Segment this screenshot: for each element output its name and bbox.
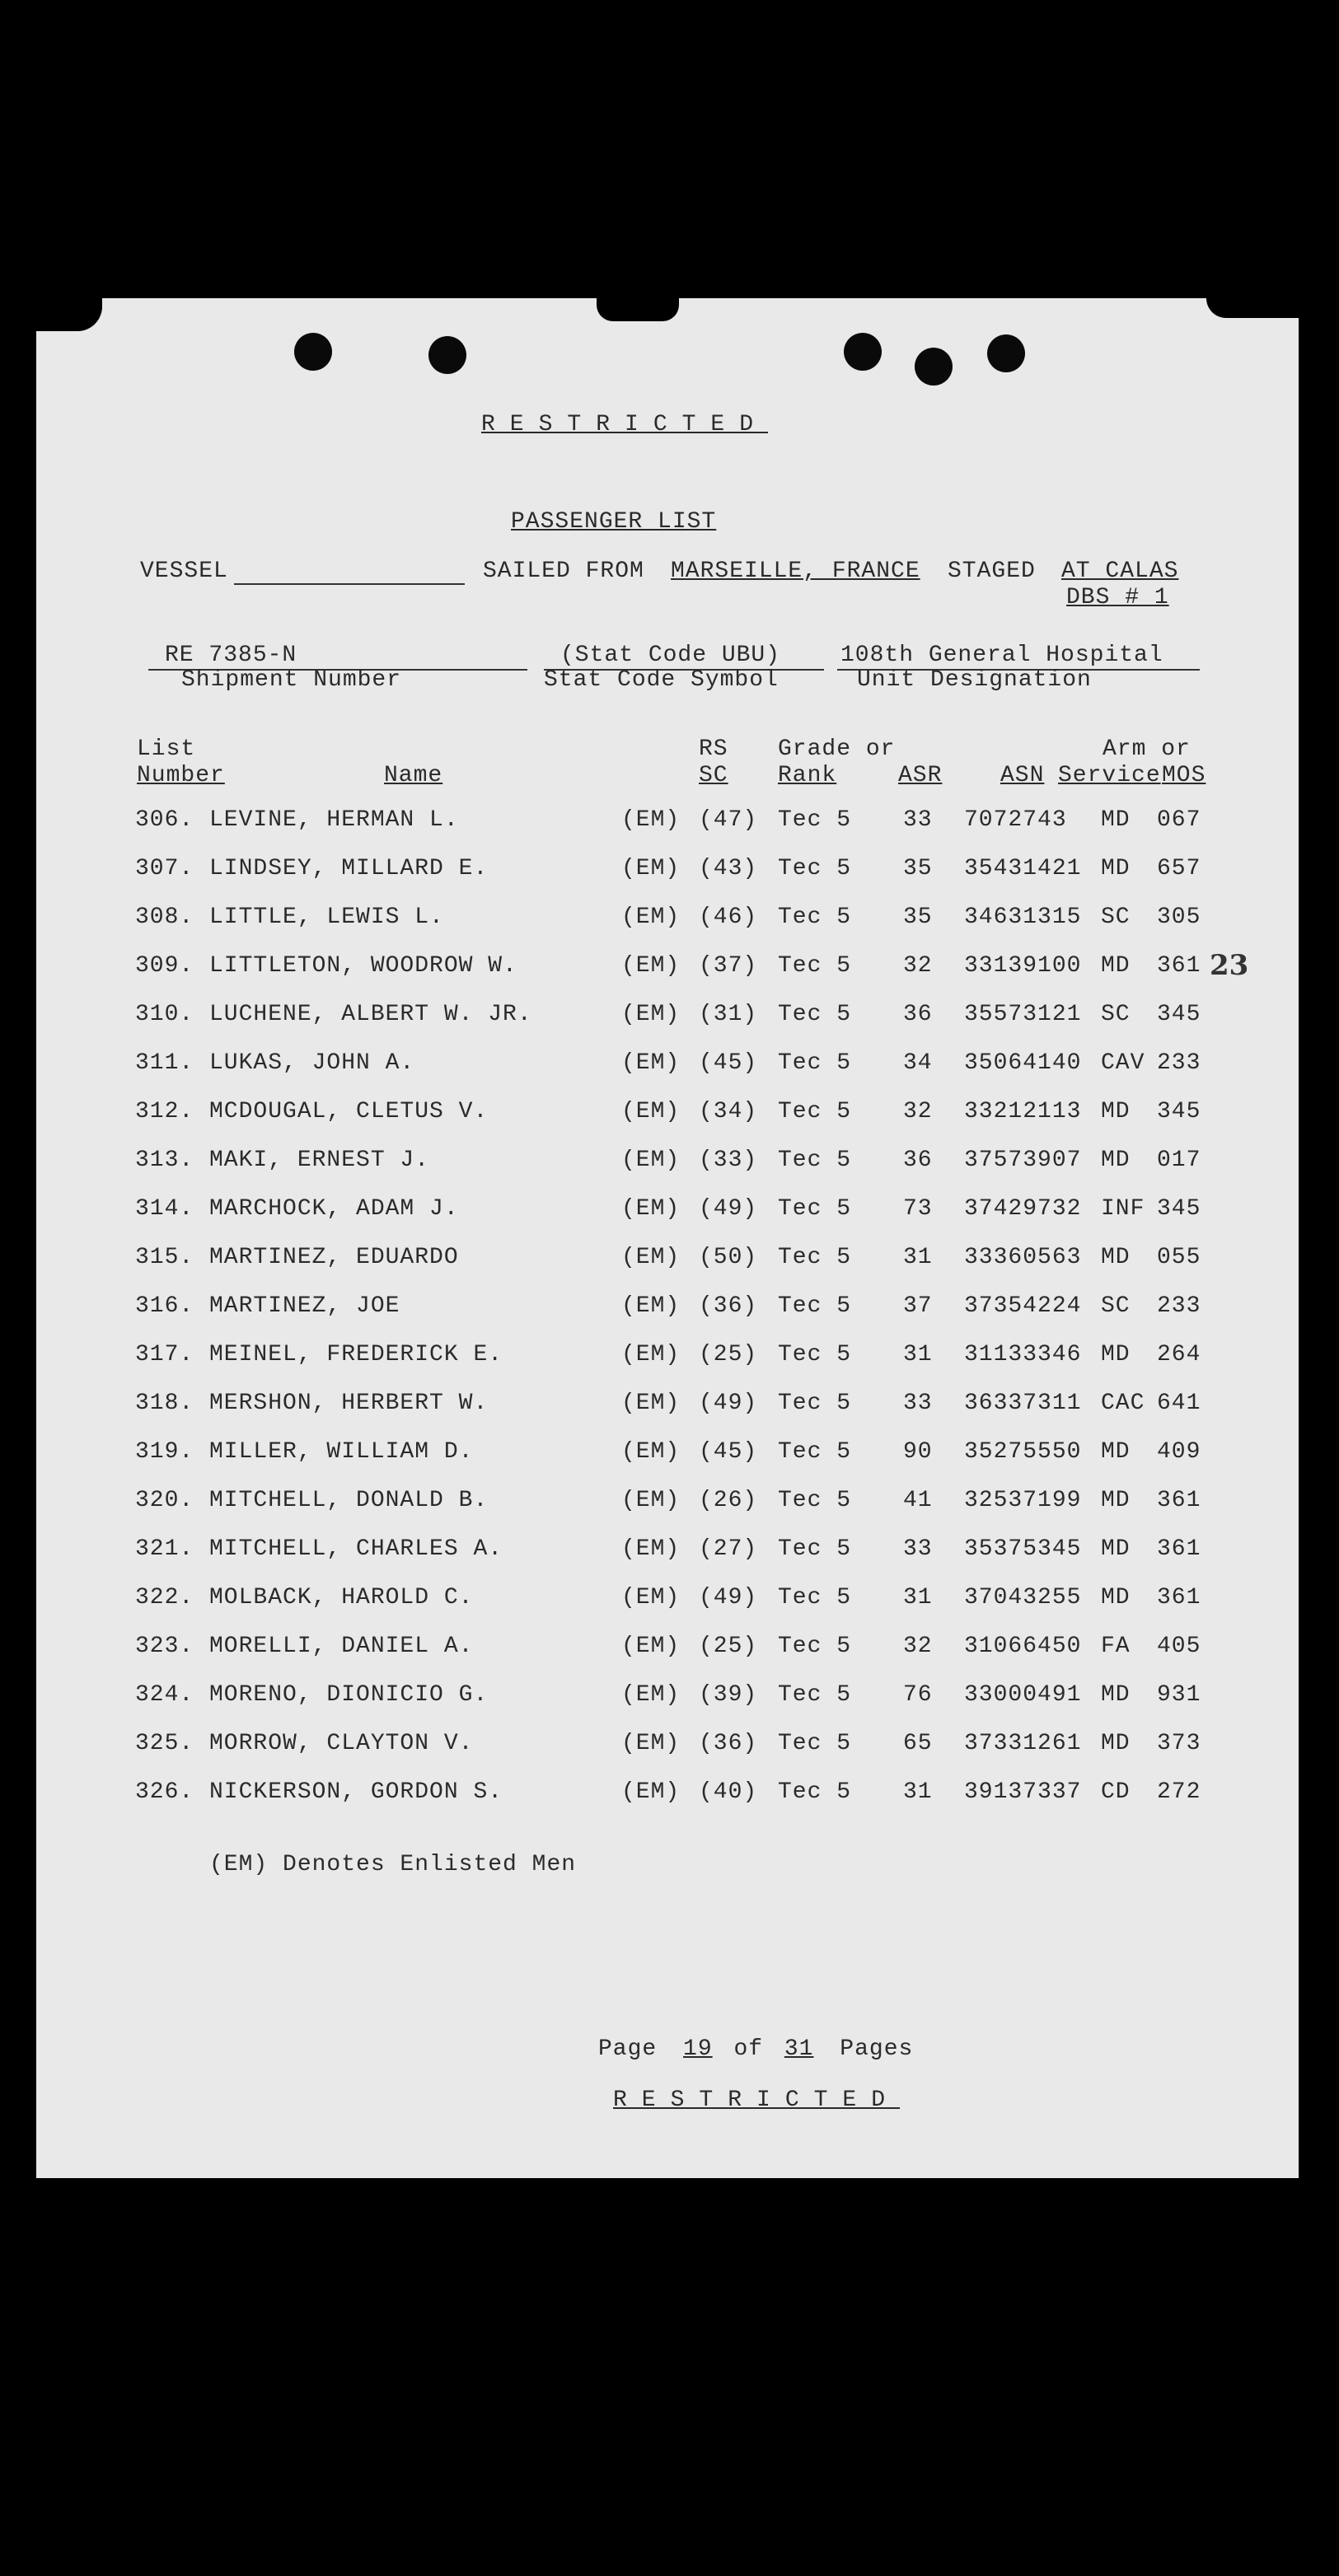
page-indicator: [598, 2036, 913, 2062]
cell-name: MEINEL, FREDERICK E.: [209, 1342, 503, 1367]
cell-name: NICKERSON, GORDON S.: [209, 1779, 503, 1805]
cell-grade: Tec 5: [778, 1050, 852, 1076]
cell-arm: MD: [1101, 1585, 1131, 1611]
cell-mos: 641: [1157, 1391, 1201, 1416]
cell-asr: 33: [903, 1391, 933, 1416]
cell-arm: MD: [1101, 856, 1131, 881]
cell-asr: 35: [903, 905, 933, 930]
punch-hole: [294, 333, 332, 371]
cell-grade: Tec 5: [778, 1682, 852, 1708]
cell-name: MCDOUGAL, CLETUS V.: [209, 1099, 489, 1124]
cell-mos: 067: [1157, 807, 1201, 833]
cell-grade: Tec 5: [778, 1196, 852, 1222]
col-asn: ASN: [1000, 763, 1045, 788]
cell-name: MARTINEZ, JOE: [209, 1293, 400, 1319]
cell-grade: Tec 5: [778, 953, 852, 979]
cell-arm: MD: [1101, 1342, 1131, 1367]
cell-arm: INF: [1101, 1196, 1145, 1222]
cell-num: 319.: [135, 1439, 194, 1465]
cell-mos: 409: [1157, 1439, 1201, 1465]
cell-sc: (43): [699, 856, 758, 881]
cell-asn: 37573907: [964, 1148, 1082, 1173]
table-row: [0, 1439, 1339, 1472]
table-row: [0, 1634, 1339, 1667]
table-row: [0, 1099, 1339, 1132]
cell-asr: 37: [903, 1293, 933, 1319]
cell-rs: (EM): [621, 1682, 681, 1708]
sailed-from-label: SAILED FROM: [483, 559, 644, 584]
cell-arm: MD: [1101, 1488, 1131, 1513]
punch-hole: [428, 336, 466, 374]
punch-hole: [987, 334, 1025, 372]
cell-num: 317.: [135, 1342, 194, 1367]
cell-grade: Tec 5: [778, 1148, 852, 1173]
col-arm-line1: Arm or: [1103, 736, 1191, 762]
table-row: [0, 1488, 1339, 1521]
table-row: [0, 1002, 1339, 1035]
cell-sc: (37): [699, 953, 758, 979]
cell-mos: 361: [1157, 953, 1201, 979]
col-rs-line2: SC: [699, 763, 728, 788]
torn-edge: [1206, 298, 1299, 318]
cell-asn: 35064140: [964, 1050, 1082, 1076]
cell-asn: 33139100: [964, 953, 1082, 979]
punch-hole: [844, 333, 882, 371]
cell-mos: 305: [1157, 905, 1201, 930]
cell-mos: 373: [1157, 1731, 1201, 1756]
cell-arm: SC: [1101, 1002, 1131, 1027]
cell-num: 323.: [135, 1634, 194, 1659]
cell-mos: 345: [1157, 1196, 1201, 1222]
passenger-table: [0, 807, 1339, 1829]
cell-rs: (EM): [621, 1391, 681, 1416]
cell-arm: CAV: [1101, 1050, 1145, 1076]
cell-asr: 31: [903, 1585, 933, 1611]
table-row: [0, 856, 1339, 889]
col-rs-line1: RS: [699, 736, 728, 762]
cell-rs: (EM): [621, 1536, 681, 1562]
cell-asn: 32537199: [964, 1488, 1082, 1513]
cell-rs: (EM): [621, 1293, 681, 1319]
cell-arm: MD: [1101, 1682, 1131, 1708]
table-row: [0, 1342, 1339, 1375]
cell-arm: SC: [1101, 905, 1131, 930]
cell-mos: 361: [1157, 1536, 1201, 1562]
cell-asn: 37429732: [964, 1196, 1082, 1222]
cell-name: MITCHELL, DONALD B.: [209, 1488, 489, 1513]
shipment-number-label: Shipment Number: [181, 667, 402, 693]
cell-sc: (26): [699, 1488, 758, 1513]
cell-name: MERSHON, HERBERT W.: [209, 1391, 489, 1416]
cell-rs: (EM): [621, 1731, 681, 1756]
cell-rs: (EM): [621, 1779, 681, 1805]
cell-arm: MD: [1101, 1148, 1131, 1173]
cell-asn: 39137337: [964, 1779, 1082, 1805]
cell-sc: (40): [699, 1779, 758, 1805]
cell-mos: 657: [1157, 856, 1201, 881]
col-name: Name: [384, 763, 443, 788]
cell-arm: CD: [1101, 1779, 1131, 1805]
cell-asn: 35573121: [964, 1002, 1082, 1027]
table-row: [0, 1682, 1339, 1715]
cell-sc: (25): [699, 1342, 758, 1367]
dbs-number: DBS # 1: [1066, 585, 1169, 610]
cell-num: 312.: [135, 1099, 194, 1124]
col-list-line1: List: [137, 736, 196, 762]
restricted-heading: RESTRICTED: [481, 412, 769, 437]
cell-asr: 33: [903, 807, 933, 833]
cell-asr: 31: [903, 1245, 933, 1270]
cell-rs: (EM): [621, 1634, 681, 1659]
cell-mos: 361: [1157, 1488, 1201, 1513]
cell-name: LITTLE, LEWIS L.: [209, 905, 444, 930]
table-row: [0, 1245, 1339, 1278]
cell-name: LUKAS, JOHN A.: [209, 1050, 415, 1076]
table-row: [0, 1731, 1339, 1764]
cell-sc: (39): [699, 1682, 758, 1708]
unit-designation: 108th General Hospital: [840, 643, 1163, 668]
cell-asn: 33360563: [964, 1245, 1082, 1270]
cell-sc: (31): [699, 1002, 758, 1027]
cell-sc: (50): [699, 1245, 758, 1270]
shipment-number: RE 7385-N: [165, 643, 297, 668]
cell-sc: (25): [699, 1634, 758, 1659]
page-total: 31: [784, 2036, 814, 2062]
cell-rs: (EM): [621, 1245, 681, 1270]
cell-rs: (EM): [621, 1050, 681, 1076]
cell-sc: (36): [699, 1293, 758, 1319]
cell-num: 324.: [135, 1682, 194, 1708]
cell-grade: Tec 5: [778, 1779, 852, 1805]
cell-sc: (47): [699, 807, 758, 833]
cell-name: MAKI, ERNEST J.: [209, 1148, 430, 1173]
cell-rs: (EM): [621, 1148, 681, 1173]
cell-mos: 931: [1157, 1682, 1201, 1708]
cell-grade: Tec 5: [778, 1293, 852, 1319]
cell-name: LUCHENE, ALBERT W. JR.: [209, 1002, 532, 1027]
cell-sc: (45): [699, 1439, 758, 1465]
restricted-footer: RESTRICTED: [613, 2087, 901, 2113]
col-grade-line2: Rank: [778, 763, 837, 788]
cell-grade: Tec 5: [778, 1439, 852, 1465]
stat-code-label: Stat Code Symbol: [544, 667, 779, 693]
cell-sc: (33): [699, 1148, 758, 1173]
cell-rs: (EM): [621, 905, 681, 930]
cell-grade: Tec 5: [778, 856, 852, 881]
pages-label: Pages: [840, 2036, 914, 2062]
cell-arm: FA: [1101, 1634, 1131, 1659]
cell-rs: (EM): [621, 1002, 681, 1027]
cell-asr: 36: [903, 1002, 933, 1027]
cell-rs: (EM): [621, 856, 681, 881]
cell-sc: (36): [699, 1731, 758, 1756]
col-grade-line1: Grade or: [778, 736, 896, 762]
cell-asn: 37043255: [964, 1585, 1082, 1611]
cell-mos: 345: [1157, 1099, 1201, 1124]
cell-num: 311.: [135, 1050, 194, 1076]
cell-arm: MD: [1101, 1536, 1131, 1562]
cell-num: 322.: [135, 1585, 194, 1611]
cell-mos: 405: [1157, 1634, 1201, 1659]
cell-sc: (49): [699, 1585, 758, 1611]
cell-num: 309.: [135, 953, 194, 979]
cell-asn: 36337311: [964, 1391, 1082, 1416]
document-title: PASSENGER LIST: [511, 509, 717, 535]
col-mos: MOS: [1162, 763, 1206, 788]
cell-num: 316.: [135, 1293, 194, 1319]
cell-mos: 017: [1157, 1148, 1201, 1173]
cell-name: MORELLI, DANIEL A.: [209, 1634, 474, 1659]
cell-name: LINDSEY, MILLARD E.: [209, 856, 489, 881]
vessel-label: VESSEL: [140, 559, 228, 584]
cell-name: MITCHELL, CHARLES A.: [209, 1536, 503, 1562]
cell-sc: (46): [699, 905, 758, 930]
cell-asn: 33212113: [964, 1099, 1082, 1124]
footnote: (EM) Denotes Enlisted Men: [209, 1852, 577, 1877]
cell-asn: 37354224: [964, 1293, 1082, 1319]
cell-mos: 264: [1157, 1342, 1201, 1367]
cell-num: 307.: [135, 856, 194, 881]
cell-num: 310.: [135, 1002, 194, 1027]
col-rs-sc: [699, 736, 728, 789]
cell-num: 325.: [135, 1731, 194, 1756]
cell-name: LEVINE, HERMAN L.: [209, 807, 459, 833]
staged-value: AT CALAS: [1061, 559, 1179, 584]
cell-name: MARCHOCK, ADAM J.: [209, 1196, 459, 1222]
cell-grade: Tec 5: [778, 1002, 852, 1027]
cell-sc: (34): [699, 1099, 758, 1124]
cell-name: MORENO, DIONICIO G.: [209, 1682, 489, 1708]
punch-hole: [915, 348, 953, 386]
cell-mos: 272: [1157, 1779, 1201, 1805]
cell-num: 318.: [135, 1391, 194, 1416]
cell-rs: (EM): [621, 1439, 681, 1465]
cell-sc: (49): [699, 1196, 758, 1222]
cell-num: 326.: [135, 1779, 194, 1805]
cell-mos: 055: [1157, 1245, 1201, 1270]
table-row: [0, 1391, 1339, 1424]
cell-num: 321.: [135, 1536, 194, 1562]
cell-rs: (EM): [621, 1342, 681, 1367]
cell-mos: 345: [1157, 1002, 1201, 1027]
cell-rs: (EM): [621, 1099, 681, 1124]
cell-asn: 35431421: [964, 856, 1082, 881]
table-row: [0, 1050, 1339, 1083]
cell-grade: Tec 5: [778, 1099, 852, 1124]
cell-name: LITTLETON, WOODROW W.: [209, 953, 517, 979]
cell-num: 315.: [135, 1245, 194, 1270]
cell-arm: MD: [1101, 1731, 1131, 1756]
cell-asn: 31133346: [964, 1342, 1082, 1367]
cell-asr: 76: [903, 1682, 933, 1708]
cell-num: 314.: [135, 1196, 194, 1222]
cell-sc: (49): [699, 1391, 758, 1416]
cell-grade: Tec 5: [778, 1536, 852, 1562]
cell-asn: 34631315: [964, 905, 1082, 930]
cell-grade: Tec 5: [778, 807, 852, 833]
cell-asr: 32: [903, 1099, 933, 1124]
cell-sc: (27): [699, 1536, 758, 1562]
cell-grade: Tec 5: [778, 1634, 852, 1659]
stat-code: (Stat Code UBU): [560, 643, 781, 668]
page-number: 19: [683, 2036, 713, 2062]
cell-arm: MD: [1101, 1245, 1131, 1270]
cell-name: MORROW, CLAYTON V.: [209, 1731, 474, 1756]
col-arm-line2: Service: [1058, 763, 1161, 788]
cell-asr: 35: [903, 856, 933, 881]
cell-sc: (45): [699, 1050, 758, 1076]
cell-grade: Tec 5: [778, 1245, 852, 1270]
col-list-line2: Number: [137, 763, 225, 788]
torn-edge: [597, 298, 679, 321]
sailed-from-value: MARSEILLE, FRANCE: [671, 559, 920, 584]
col-grade: [778, 736, 895, 789]
cell-grade: Tec 5: [778, 1391, 852, 1416]
vessel-blank: [234, 583, 465, 585]
cell-num: 320.: [135, 1488, 194, 1513]
col-list-number: [137, 736, 225, 789]
cell-asn: 31066450: [964, 1634, 1082, 1659]
cell-arm: MD: [1101, 1439, 1131, 1465]
cell-rs: (EM): [621, 1488, 681, 1513]
cell-asr: 31: [903, 1779, 933, 1805]
cell-arm: MD: [1101, 807, 1131, 833]
cell-asr: 65: [903, 1731, 933, 1756]
cell-asr: 33: [903, 1536, 933, 1562]
cell-num: 313.: [135, 1148, 194, 1173]
table-row: [0, 1536, 1339, 1569]
cell-num: 306.: [135, 807, 194, 833]
cell-grade: Tec 5: [778, 1488, 852, 1513]
cell-asn: 35275550: [964, 1439, 1082, 1465]
cell-mos: 361: [1157, 1585, 1201, 1611]
cell-num: 308.: [135, 905, 194, 930]
cell-rs: (EM): [621, 1585, 681, 1611]
cell-asn: 35375345: [964, 1536, 1082, 1562]
cell-rs: (EM): [621, 807, 681, 833]
page-label: Page: [598, 2036, 658, 2062]
cell-arm: MD: [1101, 1099, 1131, 1124]
table-row: [0, 1196, 1339, 1229]
margin-page-note: 23: [1210, 949, 1249, 982]
cell-arm: SC: [1101, 1293, 1131, 1319]
torn-edge: [36, 298, 102, 331]
cell-mos: 233: [1157, 1293, 1201, 1319]
cell-asr: 34: [903, 1050, 933, 1076]
table-row: [0, 1148, 1339, 1180]
cell-asn: 33000491: [964, 1682, 1082, 1708]
cell-asn: 7072743: [964, 807, 1067, 833]
cell-asr: 90: [903, 1439, 933, 1465]
cell-asr: 32: [903, 953, 933, 979]
cell-grade: Tec 5: [778, 1731, 852, 1756]
cell-asr: 31: [903, 1342, 933, 1367]
table-row: [0, 905, 1339, 937]
table-row: [0, 1779, 1339, 1812]
cell-grade: Tec 5: [778, 905, 852, 930]
of-label: of: [733, 2036, 764, 2062]
staged-label: STAGED: [948, 559, 1036, 584]
cell-asr: 36: [903, 1148, 933, 1173]
cell-asr: 73: [903, 1196, 933, 1222]
table-row: [0, 1293, 1339, 1326]
cell-grade: Tec 5: [778, 1342, 852, 1367]
cell-grade: Tec 5: [778, 1585, 852, 1611]
cell-name: MARTINEZ, EDUARDO: [209, 1245, 459, 1270]
cell-rs: (EM): [621, 1196, 681, 1222]
cell-rs: (EM): [621, 953, 681, 979]
cell-asr: 32: [903, 1634, 933, 1659]
cell-asr: 41: [903, 1488, 933, 1513]
table-row: [0, 807, 1339, 840]
cell-arm: CAC: [1101, 1391, 1145, 1416]
col-asr: ASR: [898, 763, 943, 788]
cell-arm: MD: [1101, 953, 1131, 979]
unit-designation-label: Unit Designation: [857, 667, 1092, 693]
cell-mos: 233: [1157, 1050, 1201, 1076]
cell-asn: 37331261: [964, 1731, 1082, 1756]
cell-name: MOLBACK, HAROLD C.: [209, 1585, 474, 1611]
table-row: [0, 953, 1339, 986]
cell-name: MILLER, WILLIAM D.: [209, 1439, 474, 1465]
table-row: [0, 1585, 1339, 1618]
